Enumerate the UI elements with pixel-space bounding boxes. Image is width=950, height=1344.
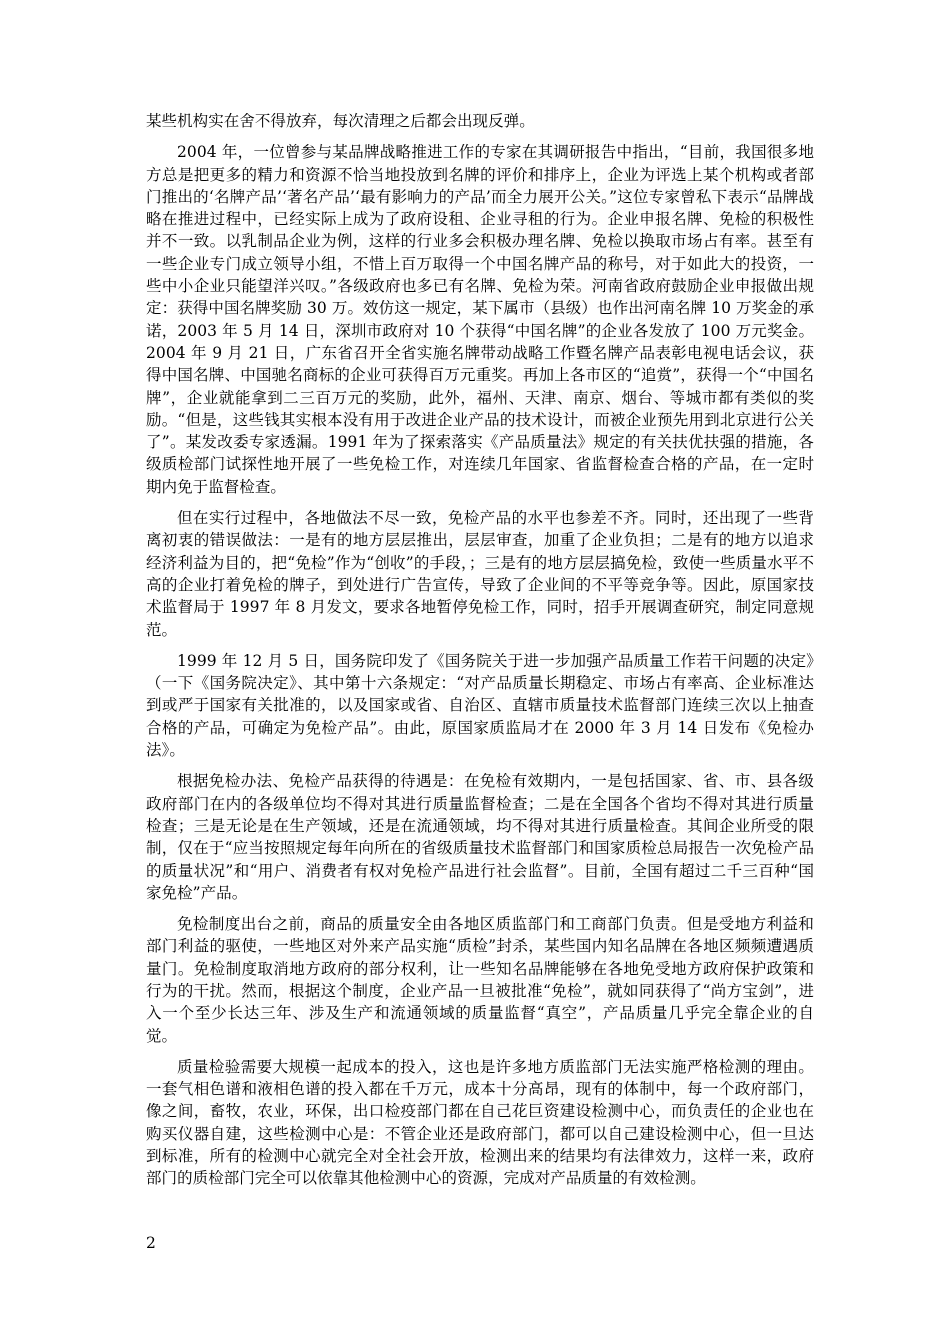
paragraph-2: 2004 年，一位曾参与某品牌战略推进工作的专家在其调研报告中指出，“目前，我国很多地方总是把更多的精力和资源不恰当地投放到名牌的评价和排序上，企业为评选上某个机构或者部门推出的‘名牌产品’‘著名产品’‘最有影响力的产品’而全力展开公关。”这位专家曾私下表示“品牌战略在推进过程中，已经实际上成为了政府设租、企业寻租的行为。企业申报名牌、免检的积极性并不一致。以乳制品企业为例，这样的行业多会积极办理名牌、免检以换取市场占有率。甚至有一些企业专门成立领导小组，不惜上百万取得一个中国名牌产品的称号，对于如此大的投资，一些中小企业只能望洋兴叹。”各级政府也多已有名牌、免检为荣。河南省政府鼓励企业申报做出规定：获得中国名牌奖励 30 万。效仿这一规定，某下属市（县级）也作出河南名牌 10 万奖金的承诺，2003 年 5 月 14 日，深圳市政府对 10 个获得“中国名牌”的企业各发放了 100 万元奖金。2004 年 9 月 21 日，广东省召开全省实施名牌带动战略工作暨名牌产品表彰电视电话会议，获得中国名牌、中国驰名商标的企业可获得百万元重奖。再加上各市区的“追赏”，获得一个“中国名牌”，企业就能拿到二三百万元的奖励，此外，福州、天津、南京、烟台、等城市都有类似的奖励。“但是，这些钱其实根本没有用于改进企业产品的技术设计，而被企业预先用到北京进行公关了”。某发改委专家透漏。1991 年为了探索落实《产品质量法》规定的有关扶优扶强的措施，各级质检部门试探性地开展了一些免检工作，对连续几年国家、省监督检查合格的产品，在一定时期内免于监督检查。 bbox=[146, 143, 814, 496]
paragraph-1: 某些机构实在舍不得放弃，每次清理之后都会出现反弹。 bbox=[146, 112, 535, 130]
paragraph-7: 质量检验需要大规模一起成本的投入，这也是许多地方质监部门无法实施严格检测的理由。一套气相色谱和液相色谱的投入都在千万元，成本十分高昂，现有的体制中，每一个政府部门，像之间，畜牧，农业，环保，出口检疫部门都在自己花巨资建设检测中心，而负责任的企业也在购买仪器自建，这些检测中心是：不管企业还是政府部门，都可以自己建设检测中心，但一旦达到标准，所有的检测中心就完全对全社会开放，检测出来的结果均有法律效力，这样一来，政府部门的质检部门完全可以依靠其他检测中心的资源，完成对产品质量的有效检测。 bbox=[146, 1057, 814, 1188]
paragraph-5: 根据免检办法、免检产品获得的待遇是：在免检有效期内，一是包括国家、省、市、县各级政府部门在内的各级单位均不得对其进行质量监督检查；二是在全国各个省均不得对其进行质量检查；三是无论是在生产领域，还是在流通领域，均不得对其进行质量检查。其间企业所受的限制，仅在于“应当按照规定每年向所在的省级质量技术监督部门和国家质检总局报告一次免检产品的质量状况”和“用户、消费者有权对免检产品进行社会监督”。目前，全国有超过二千三百种“国家免检”产品。 bbox=[146, 772, 814, 902]
paragraph-6: 免检制度出台之前，商品的质量安全由各地区质监部门和工商部门负责。但是受地方利益和部门利益的驱使，一些地区对外来产品实施“质检”封杀，某些国内知名品牌在各地区频频遭遇质量门。免检制度取消地方政府的部分权利，让一些知名品牌能够在各地免受地方政府保护政策和行为的干扰。然而，根据这个制度，企业产品一旦被批准“免检”，就如同获得了“尚方宝剑”，进入一个至少长达三年、涉及生产和流通领域的质量监督“真空”，产品质量几乎完全靠企业的自觉。 bbox=[146, 915, 814, 1045]
paragraph-3: 但在实行过程中，各地做法不尽一致，免检产品的水平也参差不齐。同时，还出现了一些背离初衷的错误做法：一是有的地方层层推出，层层审查，加重了企业负担；二是有的地方以追求经济利益为目的，把“免检”作为“创收”的手段，；三是有的地方层层搞免检，致使一些质量水平不高的企业打着免检的牌子，到处进行广告宣传，导致了企业间的不平等竞争等。因此，原国家技术监督局于 1997 年 8 月发文，要求各地暂停免检工作，同时，招手开展调查研究，制定同意规范。 bbox=[146, 509, 814, 639]
page-number: 2 bbox=[146, 1234, 156, 1252]
body-text bbox=[146, 110, 814, 1199]
paragraph-4: 1999 年 12 月 5 日，国务院印发了《国务院关于进一步加强产品质量工作若干问题的决定》（一下《国务院决定》、其中第十六条规定：“对产品质量长期稳定、市场占有率高、企业标准达到或严于国家有关批准的，以及国家或省、自治区、直辖市质量技术监督部门连续三次以上抽查合格的产品，可确定为免检产品”。由此，原国家质监局才在 2000 年 3 月 14 日发布《免检办法》。 bbox=[146, 651, 814, 760]
